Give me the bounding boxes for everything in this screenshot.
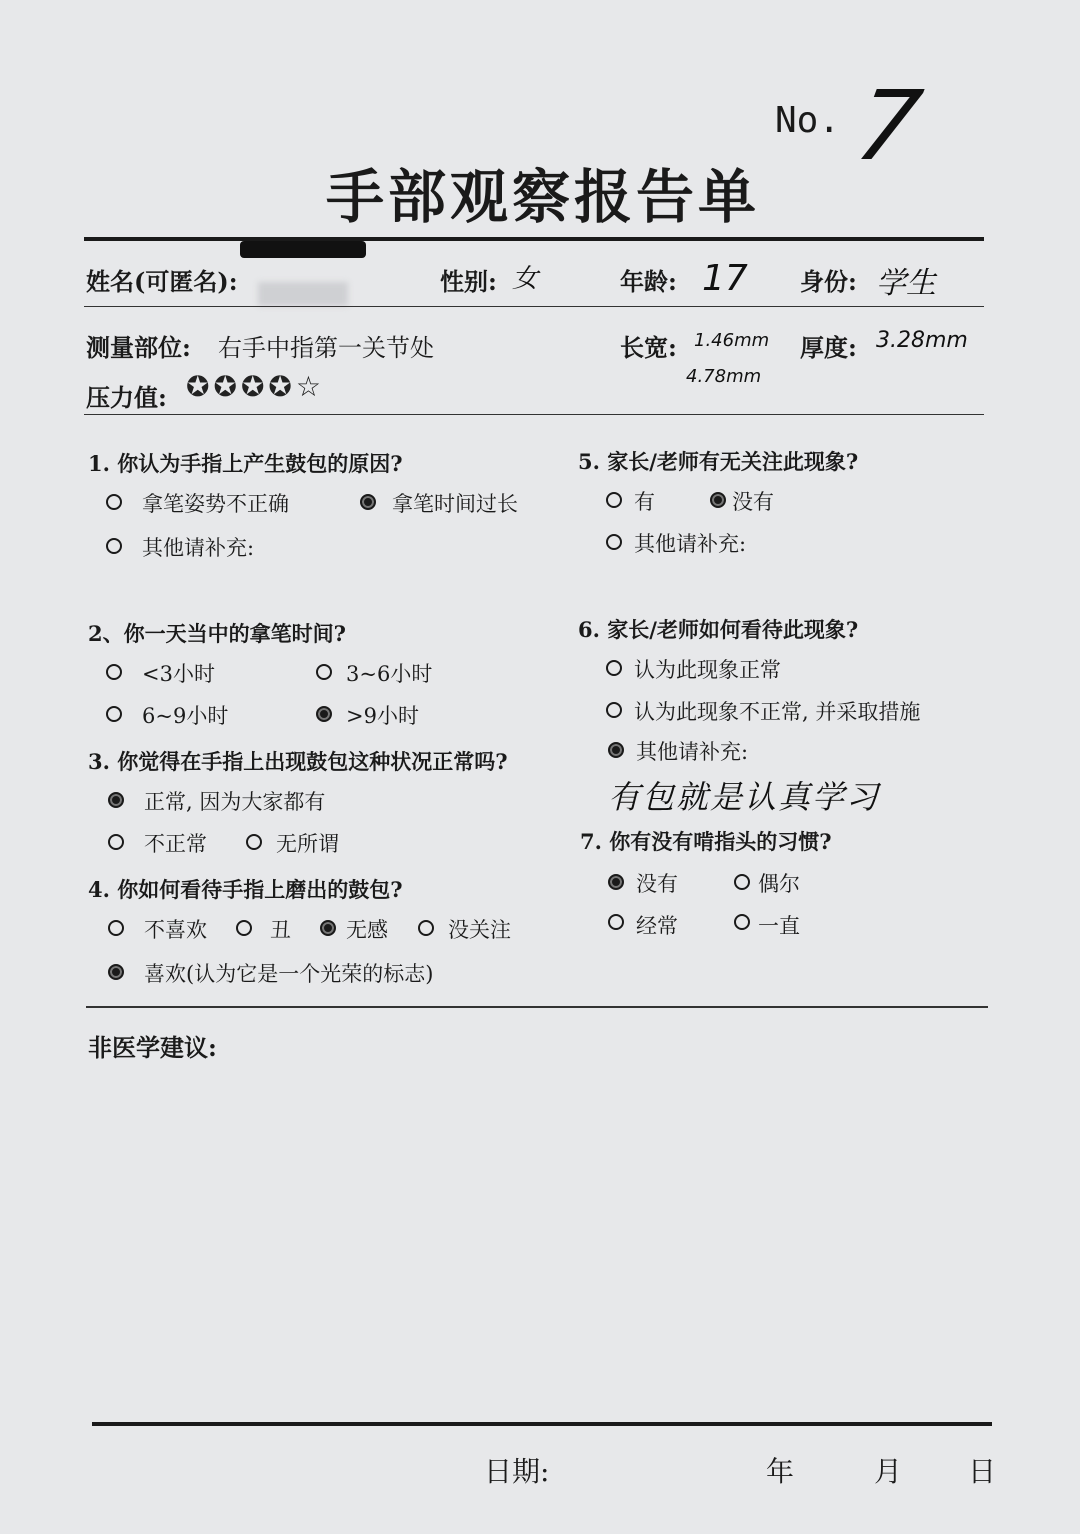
page-title: 手部观察报告单	[326, 163, 761, 231]
q5-radio-1[interactable]	[710, 492, 726, 508]
identity-label: 身份:	[800, 267, 857, 296]
pressure-star-0: ✪	[186, 370, 210, 403]
q6-option-1: 认为此现象不正常, 并采取措施	[634, 700, 921, 724]
q4-radio-4[interactable]	[108, 964, 124, 980]
pressure-star-1: ✪	[213, 370, 237, 403]
q6-radio-0[interactable]	[606, 660, 622, 676]
date-day: 日	[968, 1455, 997, 1488]
number-value: 7	[848, 70, 929, 182]
q4-option-1: 丑	[270, 918, 291, 942]
date-month: 月	[874, 1455, 903, 1488]
age-label: 年龄:	[620, 267, 677, 296]
q1-radio-1[interactable]	[360, 494, 376, 510]
info-rule-1	[84, 306, 984, 307]
pressure-star-2: ✪	[240, 370, 265, 403]
q6-option-2: 其他请补充:	[636, 740, 749, 764]
pressure-stars	[186, 370, 325, 403]
q2-radio-1[interactable]	[316, 664, 332, 680]
q7-radio-2[interactable]	[608, 914, 624, 930]
thickness-value: 3.28mm	[876, 328, 968, 353]
q6-radio-1[interactable]	[606, 702, 622, 718]
q1-text: 1. 你认为手指上产生鼓包的原因?	[88, 451, 403, 476]
q2-option-0: <3小时	[142, 662, 215, 686]
q7-text: 7. 你有没有啃指头的习惯?	[580, 829, 832, 854]
q3-option-2: 无所谓	[276, 832, 339, 856]
q1-option-1: 拿笔时间过长	[392, 492, 518, 516]
site-value: 右手中指第一关节处	[218, 334, 434, 362]
gender-label: 性别:	[440, 267, 497, 296]
q7-option-0: 没有	[636, 872, 678, 896]
q3-text: 3. 你觉得在手指上出现鼓包这种状况正常吗?	[88, 749, 508, 774]
pressure-star-4: ☆	[295, 370, 321, 403]
identity-value: 学生	[876, 266, 936, 301]
size-label: 长宽:	[620, 333, 677, 362]
q5-option-1: 没有	[732, 490, 774, 514]
date-label: 日期:	[484, 1455, 550, 1488]
advice-label: 非医学建议:	[88, 1033, 217, 1062]
q1-option-2: 其他请补充:	[142, 536, 255, 560]
info-rule-2	[84, 414, 984, 415]
q2-option-3: >9小时	[346, 704, 419, 728]
q2-radio-2[interactable]	[106, 706, 122, 722]
q4-option-3: 没关注	[448, 918, 511, 942]
q3-option-0: 正常, 因为大家都有	[144, 790, 326, 814]
q4-radio-0[interactable]	[108, 920, 124, 936]
redaction-bar	[240, 241, 366, 258]
q2-radio-3[interactable]	[316, 706, 332, 722]
q6-note: 有包就是认真学习	[608, 778, 881, 816]
q3-radio-2[interactable]	[246, 834, 262, 850]
site-label: 测量部位:	[86, 333, 191, 362]
q7-radio-0[interactable]	[608, 874, 624, 890]
q7-radio-3[interactable]	[734, 914, 750, 930]
q3-radio-0[interactable]	[108, 792, 124, 808]
q6-option-0: 认为此现象正常	[634, 658, 781, 682]
pressure-label: 压力值:	[86, 383, 167, 412]
q4-option-0: 不喜欢	[144, 918, 207, 942]
q4-option-4: 喜欢(认为它是一个光荣的标志)	[144, 962, 434, 986]
q7-radio-1[interactable]	[734, 874, 750, 890]
date-year: 年	[766, 1455, 795, 1488]
q2-radio-0[interactable]	[106, 664, 122, 680]
q5-radio-2[interactable]	[606, 534, 622, 550]
bottom-rule	[92, 1422, 992, 1426]
thickness-label: 厚度:	[800, 333, 857, 362]
q6-radio-2[interactable]	[608, 742, 624, 758]
q1-radio-0[interactable]	[106, 494, 122, 510]
name-label: 姓名(可匿名):	[86, 267, 238, 296]
pressure-star-3: ✪	[268, 370, 292, 403]
q4-radio-2[interactable]	[320, 920, 336, 936]
q4-option-2: 无感	[346, 918, 388, 942]
number-label: No.	[775, 100, 841, 141]
q5-text: 5. 家长/老师有无关注此现象?	[578, 449, 859, 474]
q7-option-1: 偶尔	[758, 872, 800, 896]
q4-text: 4. 你如何看待手指上磨出的鼓包?	[88, 877, 403, 902]
q2-option-1: 3~6小时	[346, 662, 433, 686]
name-blurred	[258, 282, 348, 306]
q2-option-2: 6~9小时	[142, 704, 229, 728]
size-value-2: 4.78mm	[686, 366, 762, 387]
q1-option-0: 拿笔姿势不正确	[142, 492, 289, 516]
q4-radio-3[interactable]	[418, 920, 434, 936]
q4-radio-1[interactable]	[236, 920, 252, 936]
q7-option-2: 经常	[636, 914, 678, 938]
q6-text: 6. 家长/老师如何看待此现象?	[578, 617, 859, 642]
q3-option-1: 不正常	[144, 832, 207, 856]
q3-radio-1[interactable]	[108, 834, 124, 850]
top-rule	[84, 237, 984, 241]
gender-value: 女	[512, 264, 539, 294]
q5-radio-0[interactable]	[606, 492, 622, 508]
q1-radio-2[interactable]	[106, 538, 122, 554]
q7-option-3: 一直	[758, 914, 800, 938]
age-value: 17	[702, 258, 748, 299]
q5-option-0: 有	[634, 490, 655, 514]
size-value-1: 1.46mm	[694, 330, 770, 351]
q5-option-2: 其他请补充:	[634, 532, 747, 556]
advice-rule	[86, 1006, 988, 1008]
q2-text: 2、你一天当中的拿笔时间?	[88, 621, 346, 646]
